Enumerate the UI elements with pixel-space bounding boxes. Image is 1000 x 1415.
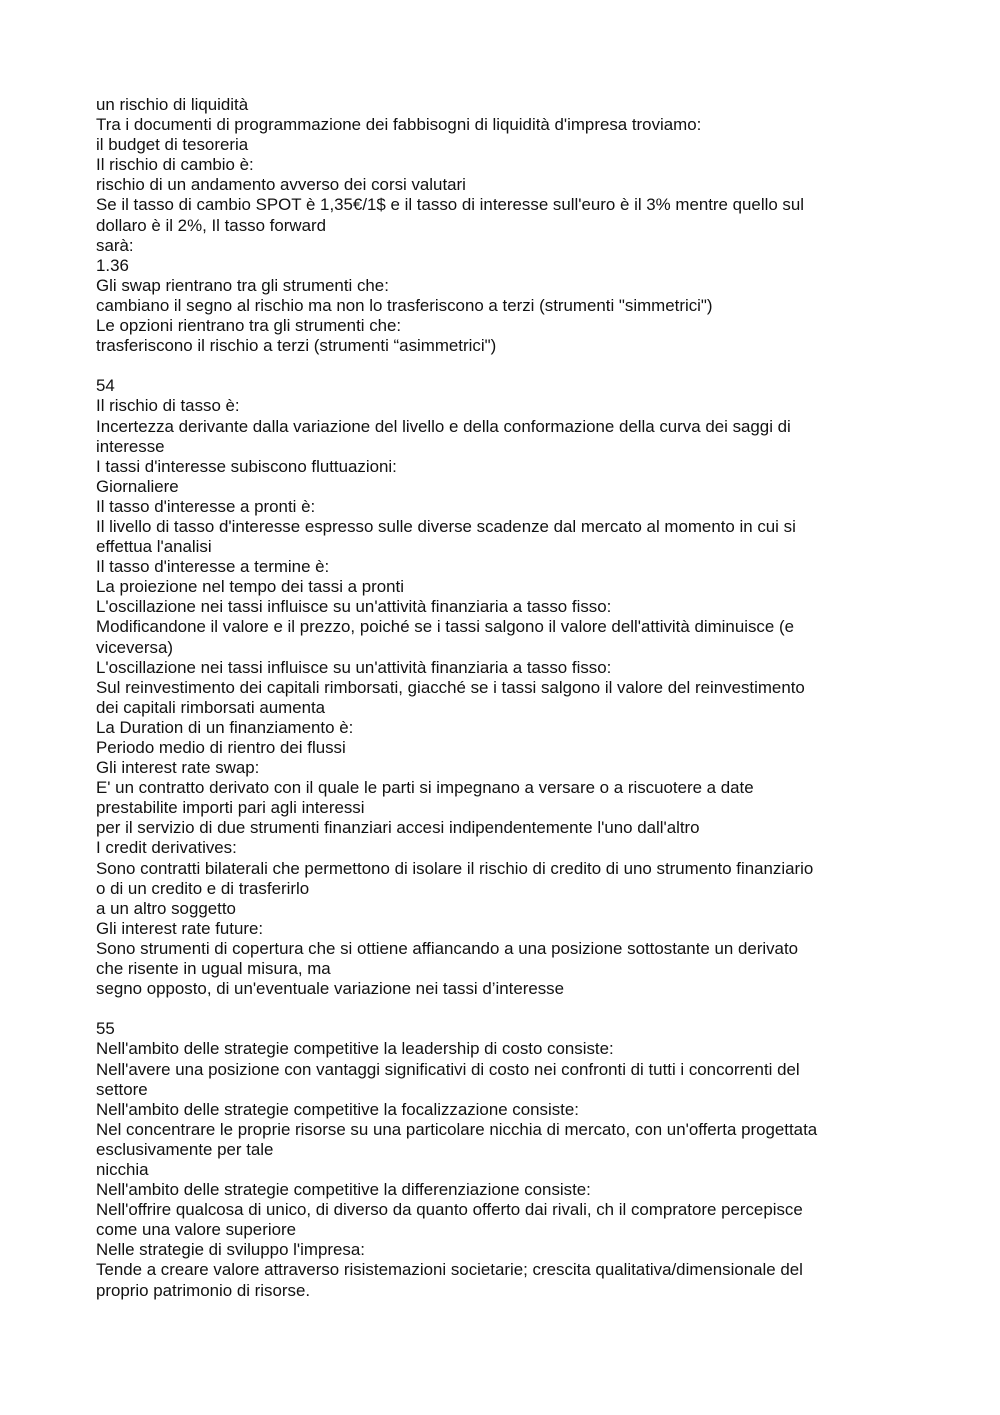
text-line: proprio patrimonio di risorse. [96,1280,311,1300]
text-line: 54 [96,376,115,396]
text-line: Modificandone il valore e il prezzo, poiché se i tassi salgono il valore dell'attività diminuisce (e [96,617,794,637]
text-line: effettua l'analisi [96,537,212,557]
text-line: che risente in ugual misura, ma [96,959,331,979]
text-line: Sono strumenti di copertura che si ottiene affiancando a una posizione sottostante un derivato [96,938,799,958]
text-line: Giornaliere [96,476,179,496]
text-line: Le opzioni rientrano tra gli strumenti che: [96,316,402,336]
text-line: Gli swap rientrano tra gli strumenti che: [96,275,389,295]
text-line: Nell'ambito delle strategie competitive la focalizzazione consiste: [96,1099,579,1119]
text-line: Periodo medio di rientro dei flussi [96,738,346,757]
paragraph-gap [96,356,904,376]
text-line: Se il tasso di cambio SPOT è 1,35€/1$ e il tasso di interesse sull'euro è il 3% mentre quello sul [96,195,804,215]
text-line: nicchia [96,1159,149,1179]
text-line: I credit derivatives: [96,838,237,858]
text-line: I tassi d'interesse subiscono fluttuazioni: [96,456,397,476]
text-line: segno opposto, di un'eventuale variazione nei tassi d’interesse [96,979,565,999]
text-block-55 [96,1019,904,1300]
text-line: Incertezza derivante dalla variazione del livello e della conformazione della curva dei saggi di [96,416,791,436]
text-line: L'oscillazione nei tassi influisce su un'attività finanziaria a tasso fisso: [96,597,612,617]
text-line: Nell'ambito delle strategie competitive la differenziazione consiste: [96,1180,591,1200]
text-line: Tende a creare valore attraverso risistemazioni societarie; crescita qualitativa/dimensionale del [96,1260,803,1280]
text-line: Tra i documenti di programmazione dei fabbisogni di liquidità d'impresa troviamo: [96,115,702,135]
text-line: La proiezione nel tempo dei tassi a pronti [96,577,404,597]
text-line: Nell'ambito delle strategie competitive la leadership di costo consiste: [96,1039,614,1059]
text-line: 1.36 [96,255,129,275]
text-line: cambiano il segno al rischio ma non lo trasferiscono a terzi (strumenti "simmetrici") [96,295,713,315]
text-line: il budget di tesoreria [96,135,249,155]
text-line: viceversa) [96,637,173,657]
text-line: Nelle strategie di sviluppo l'impresa: [96,1240,365,1260]
text-line: sarà: [96,235,134,255]
text-line: Il tasso d'interesse a pronti è: [96,496,316,516]
text-line: settore [96,1079,148,1099]
text-line: Il tasso d'interesse a termine è: [96,557,330,577]
text-line: Nell'offrire qualcosa di unico, di diverso da quanto offerto dai rivali, ch il compratore percepisce [96,1200,803,1220]
text-line: rischio di un andamento avverso dei corsi valutari [96,175,466,195]
text-line: Il rischio di cambio è: [96,155,254,175]
text-line: esclusivamente per tale [96,1139,274,1159]
text-line: L'oscillazione nei tassi influisce su un'attività finanziaria a tasso fisso: [96,657,612,677]
text-line: dei capitali rimborsati aumenta [96,697,326,717]
text-line: Sul reinvestimento dei capitali rimborsati, giacché se i tassi salgono il valore del reinvestimento [96,677,805,697]
paragraph-gap [96,999,904,1019]
text-line: o di un credito e di trasferirlo [96,878,310,898]
text-line: Gli interest rate swap: [96,758,260,778]
text-line: Il livello di tasso d'interesse espresso sulle diverse scadenze dal mercato al momento in cui si [96,516,796,536]
text-line: La Duration di un finanziamento è: [96,717,354,737]
text-line: 55 [96,1019,115,1039]
text-line: prestabilite importi pari agli interessi [96,798,365,818]
text-block-1 [96,95,904,356]
text-line: Gli interest rate future: [96,918,264,938]
text-line: a un altro soggetto [96,898,236,918]
text-line: Nel concentrare le proprie risorse su una particolare nicchia di mercato, con un'offerta progettata [96,1119,818,1139]
text-line: Sono contratti bilaterali che permettono di isolare il rischio di credito di uno strumento finanziario [96,858,814,878]
text-line: Nell'avere una posizione con vantaggi significativi di costo nei confronti di tutti i concorrenti del [96,1059,800,1079]
text-line: Il rischio di tasso è: [96,396,240,416]
text-line: come una valore superiore [96,1220,296,1240]
text-line: E' un contratto derivato con il quale le parti si impegnano a versare o a riscuotere a date [96,778,754,798]
text-line: per il servizio di due strumenti finanziari accesi indipendentemente l'uno dall'altro [96,818,700,838]
text-line: trasferiscono il rischio a terzi (strumenti “asimmetrici") [96,336,497,356]
text-line: dollaro è il 2%, Il tasso forward [96,215,327,235]
text-block-54 [96,376,904,999]
text-line: interesse [96,436,165,456]
text-line: un rischio di liquidità [96,95,249,114]
